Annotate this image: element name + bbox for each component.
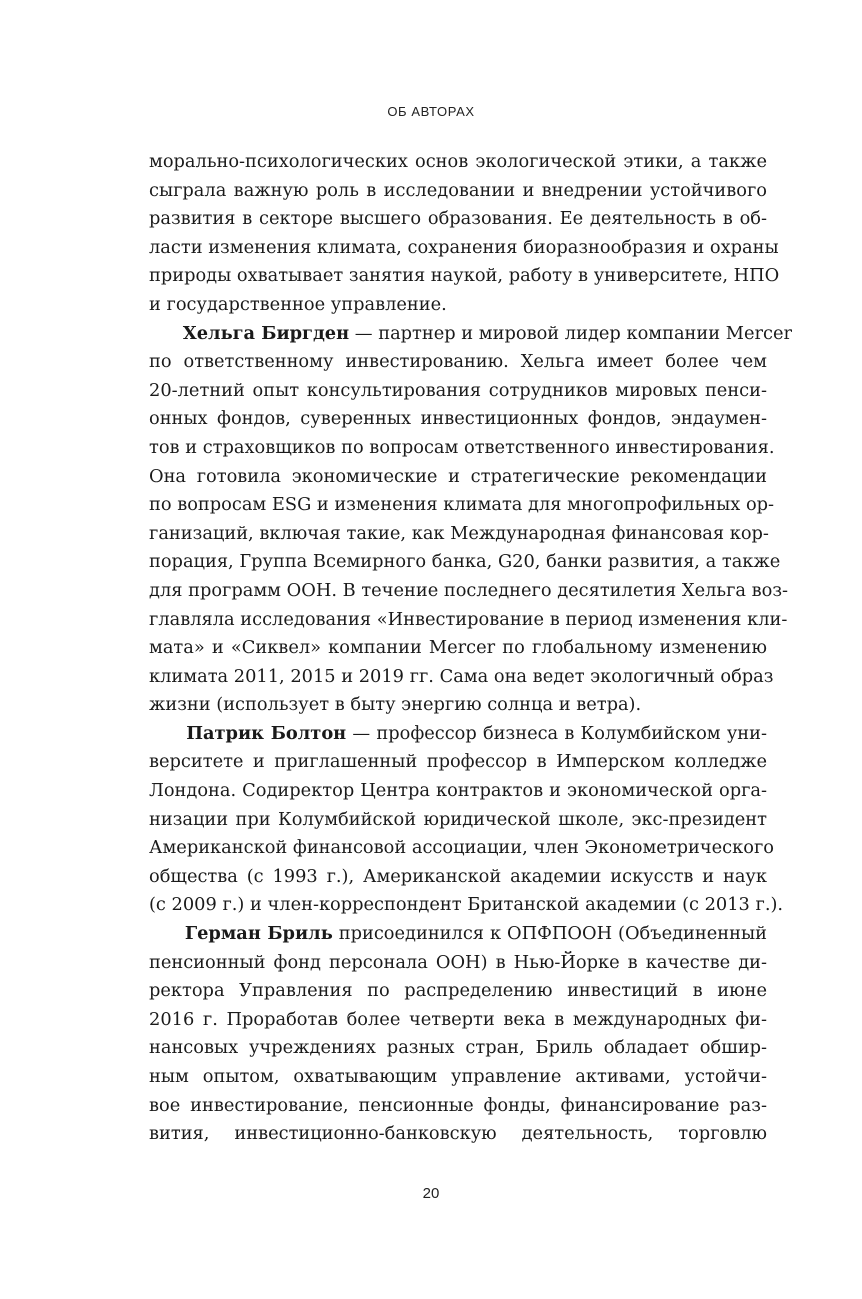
text-line: пенсионный фонд персонала ООН) в Нью-Йорке в качестве ди- xyxy=(149,951,767,973)
text-line: онных фондов, суверенных инвестиционных фондов, эндаумен- xyxy=(149,408,767,430)
author-lead-text: — профессор бизнеса в Колумбийском уни- xyxy=(346,722,767,744)
paragraph-author-bril xyxy=(149,920,767,1149)
text-line: тов и страховщиков по вопросам ответственного инвестирования. xyxy=(149,436,775,458)
text-line: вития, инвестиционно-банковскую деятельность, торговлю xyxy=(149,1123,767,1145)
author-name: Патрик Болтон xyxy=(186,722,347,744)
text-line xyxy=(149,320,792,349)
text-line: нансовых учреждениях разных стран, Бриль обладает обшир- xyxy=(149,1037,767,1059)
text-line xyxy=(149,720,767,749)
text-line xyxy=(149,920,767,949)
page-number: 20 xyxy=(422,1185,440,1202)
text-line: общества (с 1993 г.), Американской академии искусств и наук xyxy=(149,865,767,887)
text-line: порация, Группа Всемирного банка, G20, банки развития, а также xyxy=(149,551,781,573)
text-line: главляла исследования «Инвестирование в период изменения кли- xyxy=(149,608,788,630)
text-line: 20-летний опыт консультирования сотрудников мировых пенси- xyxy=(149,379,767,401)
text-line: морально-психологических основ экологической этики, а также xyxy=(149,151,767,172)
body-text xyxy=(149,148,792,1149)
paragraph-author-bolton xyxy=(149,720,784,920)
text-line: ректора Управления по распределению инвестиций в июне xyxy=(149,980,767,1002)
text-line: верситете и приглашенный профессор в Имперском колледже xyxy=(149,751,767,773)
text-line: низации при Колумбийской юридической школе, экс-президент xyxy=(149,808,767,830)
text-line: для программ ООН. В течение последнего десятилетия Хельга воз- xyxy=(149,579,789,601)
author-lead-text: — партнер и мировой лидер компании Mercer xyxy=(349,322,792,344)
text-line: 2016 г. Проработав более четверти века в международных фи- xyxy=(149,1008,767,1030)
text-line: жизни (использует в быту энергию солнца и ветра). xyxy=(149,694,642,716)
running-head: ОБ АВТОРАХ xyxy=(387,104,475,119)
text-line: и государственное управление. xyxy=(149,293,447,315)
text-line: ласти изменения климата, сохранения биоразнообразия и охраны xyxy=(149,236,779,258)
text-line: Лондона. Содиректор Центра контрактов и экономической орга- xyxy=(149,780,767,802)
author-lead-text: присоединился к ОПФПООН (Объединенный xyxy=(332,923,767,945)
paragraph-continuation xyxy=(149,148,780,320)
text-line: природы охватывает занятия наукой, работу в университете, НПО xyxy=(149,265,780,287)
text-line: вое инвестирование, пенсионные фонды, финансирование раз- xyxy=(149,1094,767,1116)
author-name: Хельга Биргден xyxy=(182,322,350,344)
text-line: по ответственному инвестированию. Хельга имеет более чем xyxy=(149,351,767,373)
text-line: Американской финансовой ассоциации, член Эконометрического xyxy=(149,837,774,859)
author-name: Герман Бриль xyxy=(184,923,333,945)
text-line: ганизаций, включая такие, как Международная финансовая кор- xyxy=(149,522,769,544)
text-line: сыграла важную роль в исследовании и внедрении устойчивого xyxy=(149,179,767,201)
text-line: развития в секторе высшего образования. Ее деятельность в об- xyxy=(149,208,767,230)
paragraph-author-birgden xyxy=(149,320,792,720)
text-line: мата» и «Сиквел» компании Mercer по глобальному изменению xyxy=(149,637,767,659)
text-line: Она готовила экономические и стратегические рекомендации xyxy=(149,465,767,487)
text-line: по вопросам ESG и изменения климата для многопрофильных ор- xyxy=(149,494,775,516)
text-line: климата 2011, 2015 и 2019 гг. Сама она ведет экологичный образ xyxy=(149,665,774,687)
text-line: (с 2009 г.) и член-корреспондент Британской академии (с 2013 г.). xyxy=(149,894,784,916)
text-line: ным опытом, охватывающим управление активами, устойчи- xyxy=(149,1066,767,1087)
